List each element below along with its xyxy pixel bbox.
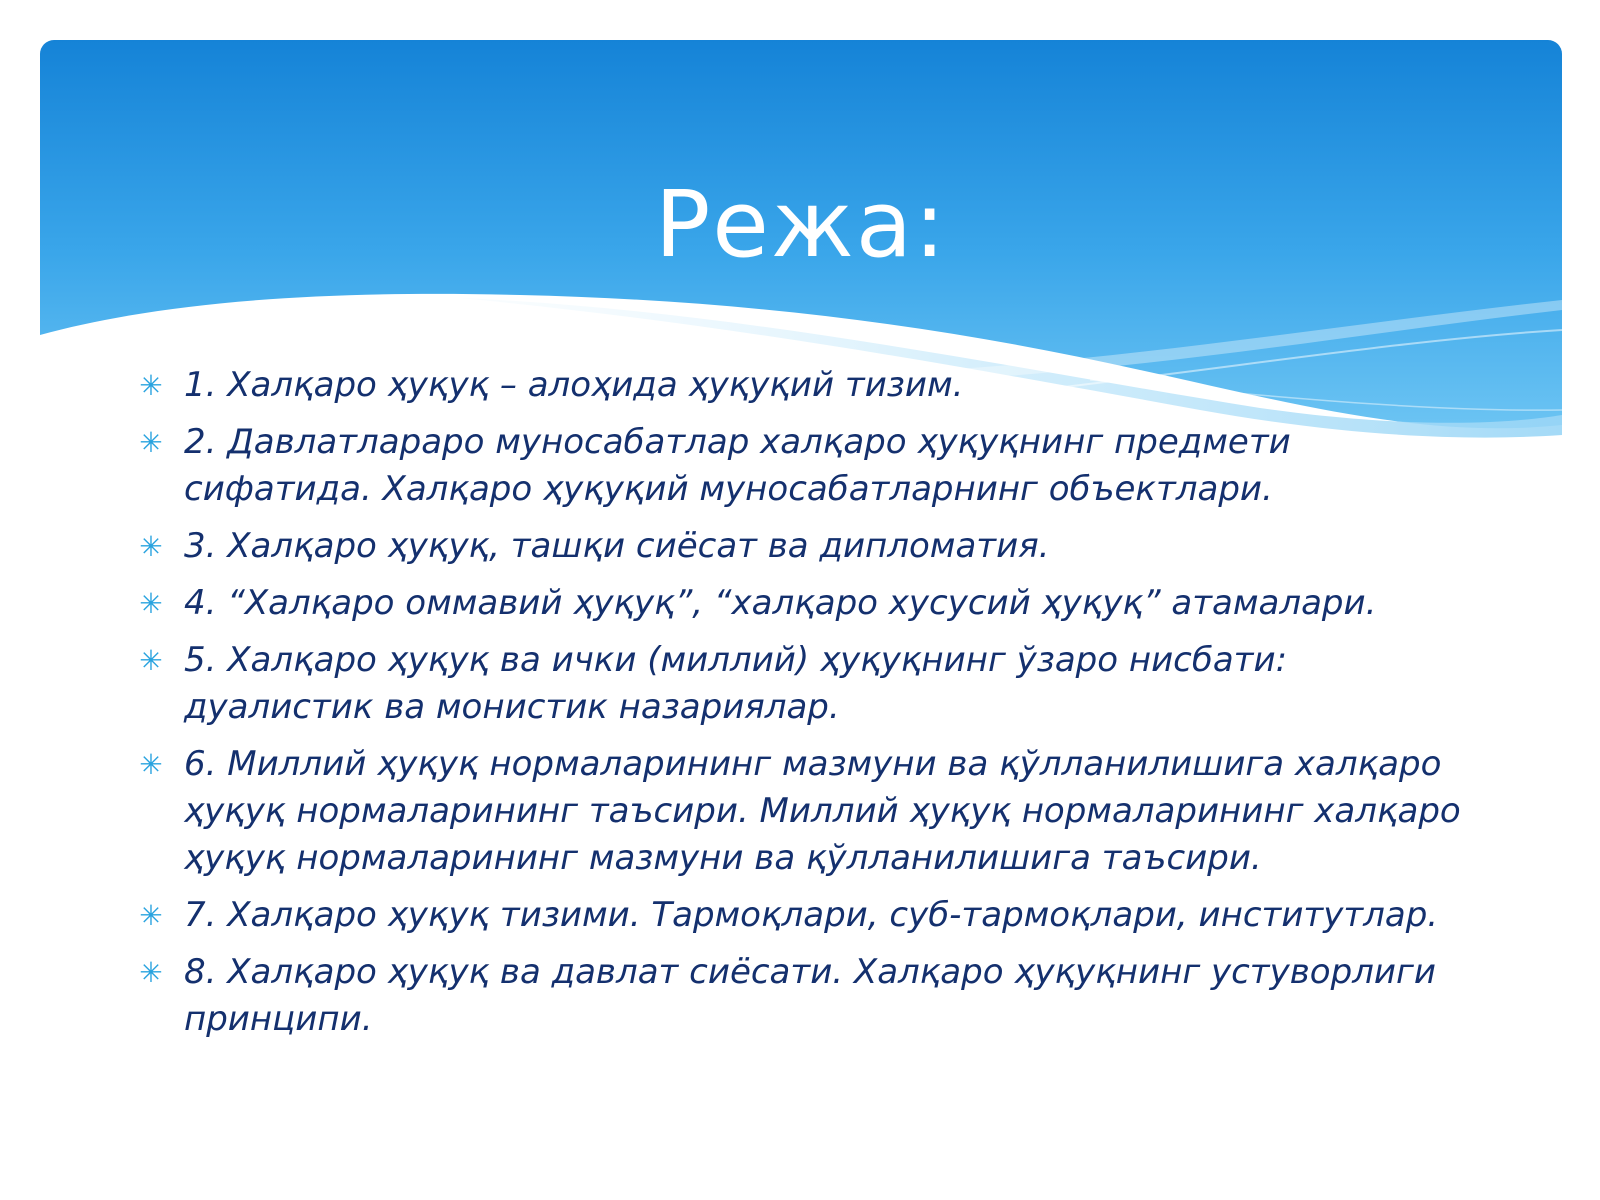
- list-item-text: 4. “Халқаро оммавий ҳуқуқ”, “халқаро хусусий ҳуқуқ” атамалари.: [184, 583, 1377, 623]
- asterisk-icon: ✳: [139, 899, 163, 932]
- list-item-text: 5. Халқаро ҳуқуқ ва ички (миллий) ҳуқуқнинг ўзаро нисбати: дуалистик ва монистик назариялар.: [184, 640, 1288, 727]
- slide: [40, 40, 1562, 1180]
- slide-title: Режа:: [654, 171, 948, 278]
- list-item: [136, 523, 1466, 570]
- list-item-text: 8. Халқаро ҳуқуқ ва давлат сиёсати. Халқаро ҳуқуқнинг устуворлиги принципи.: [184, 952, 1436, 1039]
- bullet-list: [136, 362, 1466, 1053]
- list-item: [136, 949, 1466, 1043]
- list-item: [136, 637, 1466, 731]
- list-item: [136, 741, 1466, 882]
- list-item: [136, 419, 1466, 513]
- list-item-text: 2. Давлатлараро муносабатлар халқаро ҳуқуқнинг предмети сифатида. Халқаро ҳуқуқий муносабатларнинг объектлари.: [184, 422, 1291, 509]
- list-item-text: 1. Халқаро ҳуқуқ – алоҳида ҳуқуқий тизим.: [184, 365, 964, 405]
- asterisk-icon: ✳: [139, 748, 163, 781]
- asterisk-icon: ✳: [139, 644, 163, 677]
- list-item: [136, 892, 1466, 939]
- asterisk-icon: ✳: [139, 369, 163, 402]
- list-item-text: 7. Халқаро ҳуқуқ тизими. Тармоқлари, суб-тармоқлари, институтлар.: [184, 895, 1439, 935]
- list-item-text: 6. Миллий ҳуқуқ нормаларининг мазмуни ва қўлланилишига халқаро ҳуқуқ нормаларининг таъсири. Миллий ҳуқуқ нормаларининг халқаро ҳуқуқ нормаларининг мазмуни ва қўлланилишига таъсири.: [184, 744, 1461, 878]
- list-item: [136, 580, 1466, 627]
- asterisk-icon: ✳: [139, 530, 163, 563]
- asterisk-icon: ✳: [139, 587, 163, 620]
- asterisk-icon: ✳: [139, 956, 163, 989]
- list-item-text: 3. Халқаро ҳуқуқ, ташқи сиёсат ва дипломатия.: [184, 526, 1050, 566]
- list-item: [136, 362, 1466, 409]
- asterisk-icon: ✳: [139, 426, 163, 459]
